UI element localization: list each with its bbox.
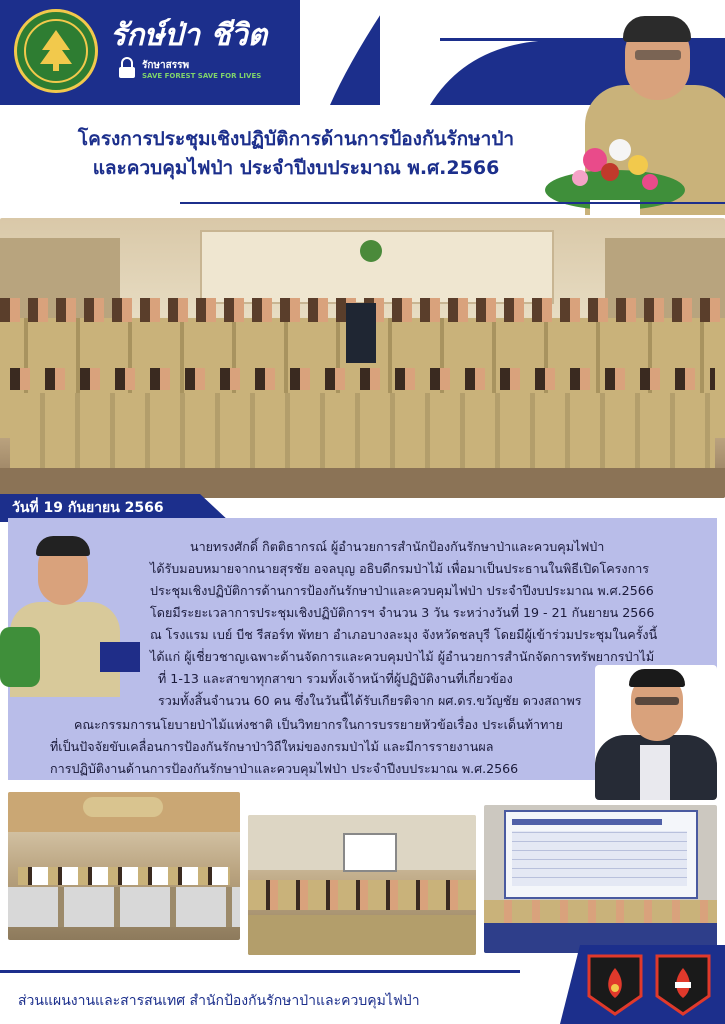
lock-icon — [118, 57, 136, 79]
footer-text: ส่วนแผนงานและสารสนเทศ สำนักป้องกันรักษาป่าและควบคุมไฟป่า — [18, 993, 420, 1009]
group-photo — [0, 218, 725, 498]
date-label: วันที่ 19 กันยายน 2566 — [12, 500, 164, 516]
body-line-1: นายทรงศักดิ์ กิตติธากรณ์ ผู้อำนวยการสำนักป้องกันรักษาป่าและควบคุมไฟป่า — [190, 539, 605, 554]
title-divider — [180, 202, 725, 204]
brand-title: รักษ์ป่า ชีวิต — [110, 18, 268, 53]
meeting-room-photo-2 — [248, 815, 476, 955]
brand-subtitle: รักษาสรรพ — [142, 60, 190, 71]
body-line-3: ประชุมเชิงปฏิบัติการด้านการป้องกันรักษาป่าและควบคุมไฟป่า ประจำปีงบประมาณ พ.ศ.2566 — [150, 583, 654, 598]
body-line-4: โดยมีระยะเวลาการประชุมเชิงปฏิบัติการฯ จำนวน 3 วัน ระหว่างวันที่ 19 - 21 กันยายน 2566 — [150, 605, 655, 620]
body-line-7: ที่ 1-13 และสาขาทุกสาขา รวมทั้งเจ้าหน้าที่ผู้ปฏิบัติงานที่เกี่ยวข้อง — [158, 671, 513, 686]
body-line-5: ณ โรงแรม เบย์ บีช รีสอร์ท พัทยา อำเภอบางละมุง จังหวัดชลบุรี โดยมีผู้เข้าร่วมประชุมในครั้งนี้ — [150, 627, 658, 642]
body-line-11: การปฏิบัติงานด้านการป้องกันรักษาป่าและควบคุมไฟป่า ประจำปีงบประมาณ พ.ศ.2566 — [50, 761, 519, 776]
body-line-9: คณะกรรมการนโยบายป่าไม้แห่งชาติ เป็นวิทยากรในการบรรยายหัวข้อเรื่อง ประเด็นท้าทาย — [74, 717, 563, 732]
body-line-2: ได้รับมอบหมายจากนายสุรชัย อจลบุญ อธิบดีกรมป่าไม้ เพื่อมาเป็นประธานในพิธีเปิดโครงการ — [150, 561, 650, 576]
meeting-room-photo-1 — [8, 792, 240, 940]
tree-emblem-icon — [36, 28, 76, 72]
footer-divider — [0, 970, 520, 973]
body-line-6: ได้แก่ ผู้เชี่ยวชาญเฉพาะด้านจัดการและควบคุมป่าไม้ ผู้อำนวยการสำนักจัดการทรัพยากรป่าไม้ — [150, 649, 655, 664]
presentation-photo — [484, 805, 717, 953]
fire-control-badge-icons — [585, 952, 717, 1016]
director-speaking-photo — [0, 532, 145, 697]
body-line-8: รวมทั้งสิ้นจำนวน 60 คน ซึ่งในวันนี้ได้รับเกียรติจาก ผศ.ดร.ขวัญชัย ดวงสถาพร — [158, 693, 582, 708]
lecturer-photo — [595, 665, 717, 800]
page-title-line-2: และควบคุมไฟป่า ประจำปีงบประมาณ พ.ศ.2566 — [92, 157, 500, 179]
body-line-10: ที่เป็นปัจจัยขับเคลื่อนการป้องกันรักษาป่าวิถีใหม่ของกรมป่าไม้ และมีการรายงานผล — [50, 739, 494, 754]
brand-tagline: SAVE FOREST SAVE FOR LIVES — [142, 72, 262, 80]
page-title-line-1: โครงการประชุมเชิงปฏิบัติการด้านการป้องกันรักษาป่า — [77, 128, 515, 150]
